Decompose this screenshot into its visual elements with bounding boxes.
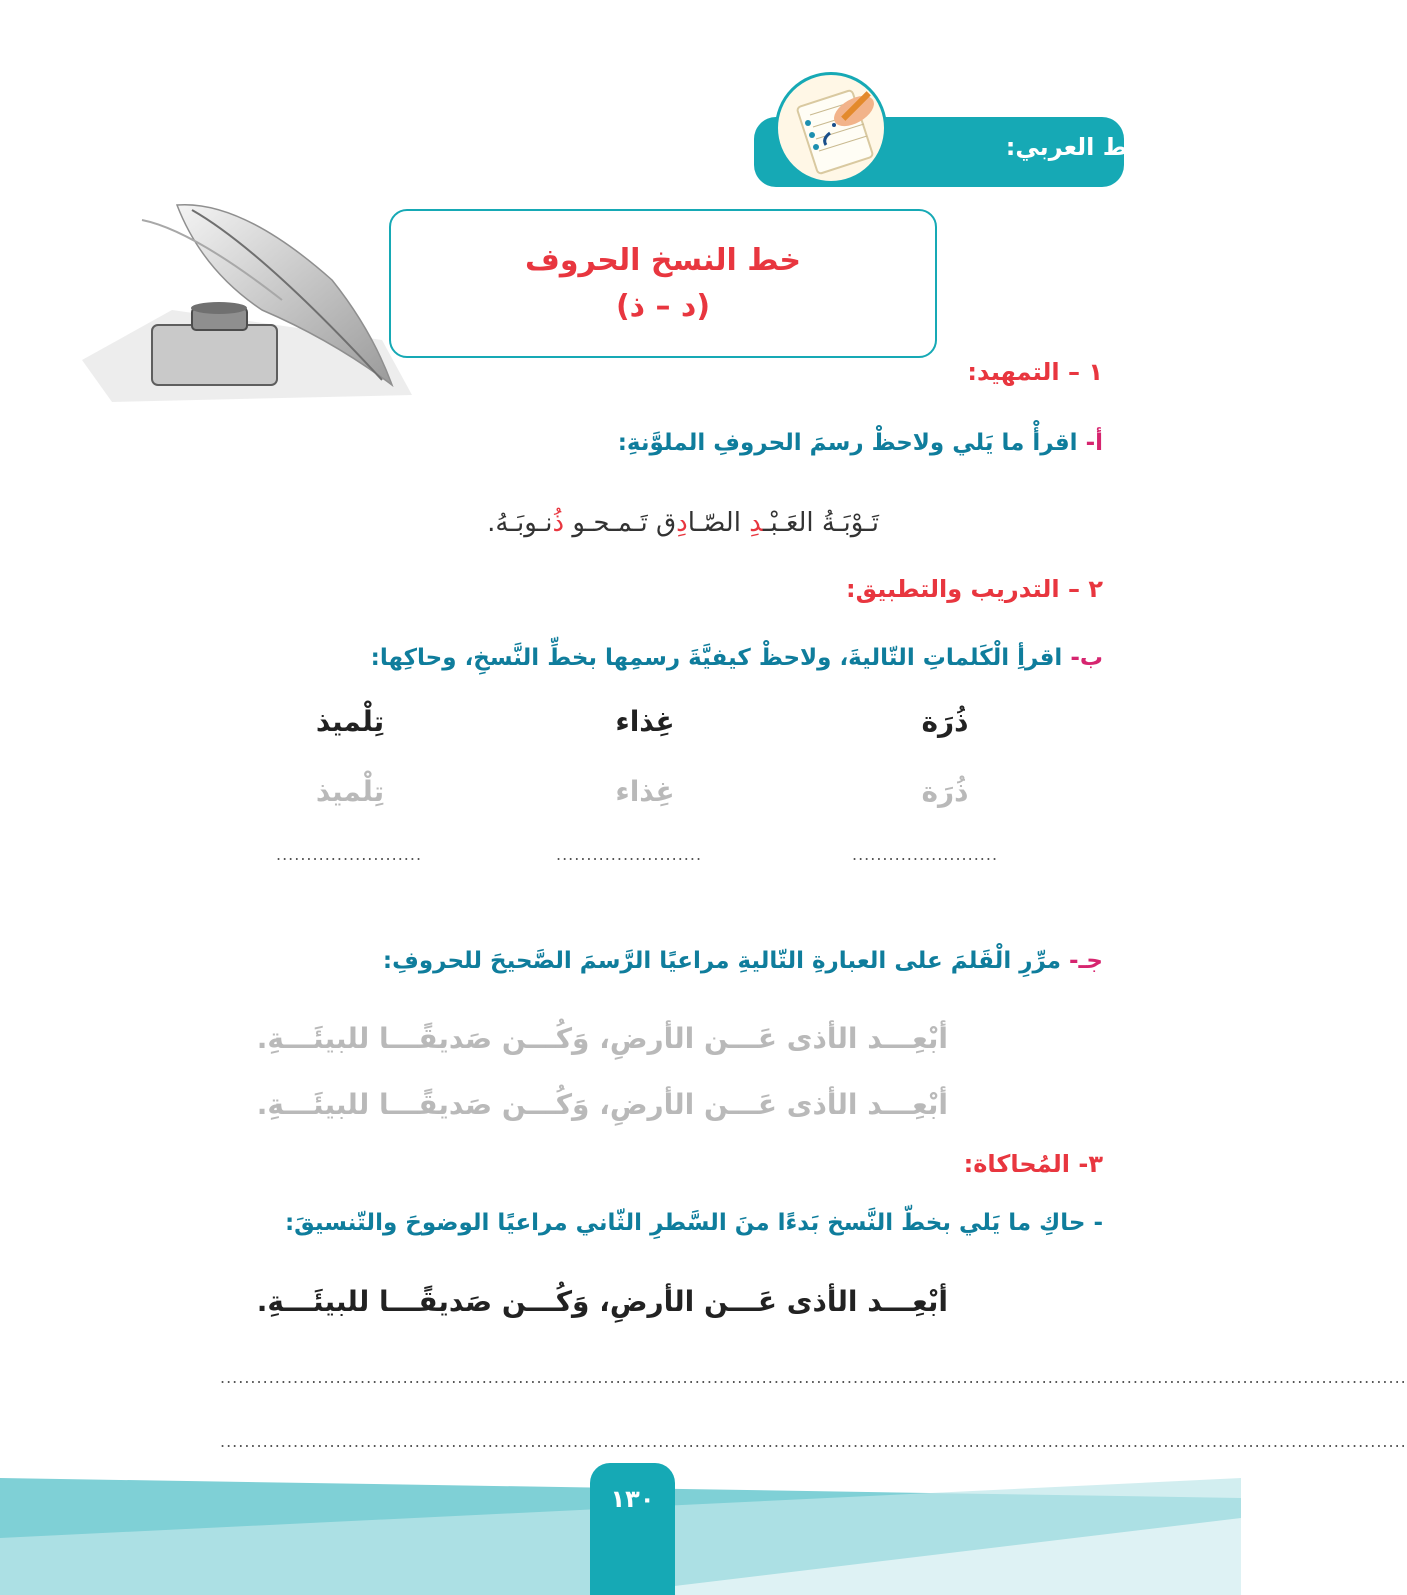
notebook-pencil-icon xyxy=(775,72,887,184)
writing-line-long[interactable]: ................................................................................................................................................................................................... xyxy=(220,1368,1407,1387)
instruction-text: مرِّرِ الْقَلمَ على العبارةِ التّاليةِ مراعيًا الرَّسمَ الصَّحيحَ للحروفِ: xyxy=(382,948,1061,974)
section2-instruction-c xyxy=(383,948,1103,974)
header-title: الخط العربي: xyxy=(1005,133,1163,161)
section1-instruction xyxy=(618,430,1103,456)
sentence-part: نـوبَـهُ. xyxy=(487,508,553,538)
word-tilmidh: تِلْميذ xyxy=(315,705,385,738)
model-sentence: أبْعِـــد الأذى عَـــن الأرضِ، وَكُـــن صَديقًـــا للبيئَـــةِ. xyxy=(256,1285,948,1318)
section3-heading: ٣- المُحاكاة: xyxy=(963,1150,1103,1178)
lesson-letters: (د – ذ) xyxy=(615,289,711,324)
sentence-part: ِ الصّـا xyxy=(687,508,750,538)
page-number: ١٣٠ xyxy=(610,1485,655,1513)
section2-heading: ٢ – التدريب والتطبيق: xyxy=(845,575,1103,603)
sentence-part: ِق تَـمـحـو xyxy=(564,508,677,538)
section3-instruction: - حاكِ ما يَلي بخطّ النَّسخ بَدءًا منَ السَّطرِ الثّاني مراعيًا الوضوحَ والتّنسيقَ: xyxy=(284,1210,1103,1236)
writing-line-long[interactable]: ................................................................................................................................................................................................... xyxy=(220,1432,1407,1451)
word-ghidha: غِذاء xyxy=(615,705,675,738)
trace-word-dhura[interactable]: ذُرَة xyxy=(921,775,969,808)
writing-line[interactable]: ........................ xyxy=(556,845,703,864)
trace-sentence-2[interactable]: أبْعِـــد الأذى عَـــن الأرضِ، وَكُـــن صَديقًـــا للبيئَـــةِ. xyxy=(256,1088,948,1121)
section1-heading: ١ – التمهيد: xyxy=(967,358,1103,386)
trace-word-ghidha[interactable]: غِذاء xyxy=(615,775,675,808)
sentence-part: تَـوْبَـةُ العَـبْـ xyxy=(762,508,879,538)
highlighted-letter: ذُ xyxy=(552,508,565,538)
trace-word-tilmidh[interactable]: تِلْميذ xyxy=(315,775,385,808)
writing-line[interactable]: ........................ xyxy=(276,845,423,864)
instruction-text: اقرأْ ما يَلي ولاحظْ رسمَ الحروفِ الملوَّنةِ: xyxy=(617,430,1078,456)
lesson-title: خط النسخ الحروف xyxy=(525,243,801,278)
quill-inkwell-icon xyxy=(82,190,412,402)
lesson-title-box xyxy=(389,209,937,358)
highlighted-letter: د xyxy=(676,508,688,538)
instruction-prefix: أ- xyxy=(1085,430,1103,456)
word-dhura: ذُرَة xyxy=(921,705,969,738)
writing-line[interactable]: ........................ xyxy=(852,845,999,864)
instruction-prefix: جـ- xyxy=(1069,948,1103,974)
page-number-tab xyxy=(590,1463,675,1595)
instruction-prefix: ب- xyxy=(1070,645,1103,671)
section2-instruction-b xyxy=(371,645,1103,671)
trace-sentence-1[interactable]: أبْعِـــد الأذى عَـــن الأرضِ، وَكُـــن صَديقًـــا للبيئَـــةِ. xyxy=(256,1022,948,1055)
instruction-text: اقرأِ الْكَلماتِ التّاليةَ، ولاحظْ كيفيَّةَ رسمِها بخطِّ النَّسخِ، وحاكِها: xyxy=(370,645,1063,671)
highlighted-letter: د xyxy=(749,508,763,538)
reading-sentence xyxy=(487,508,879,538)
